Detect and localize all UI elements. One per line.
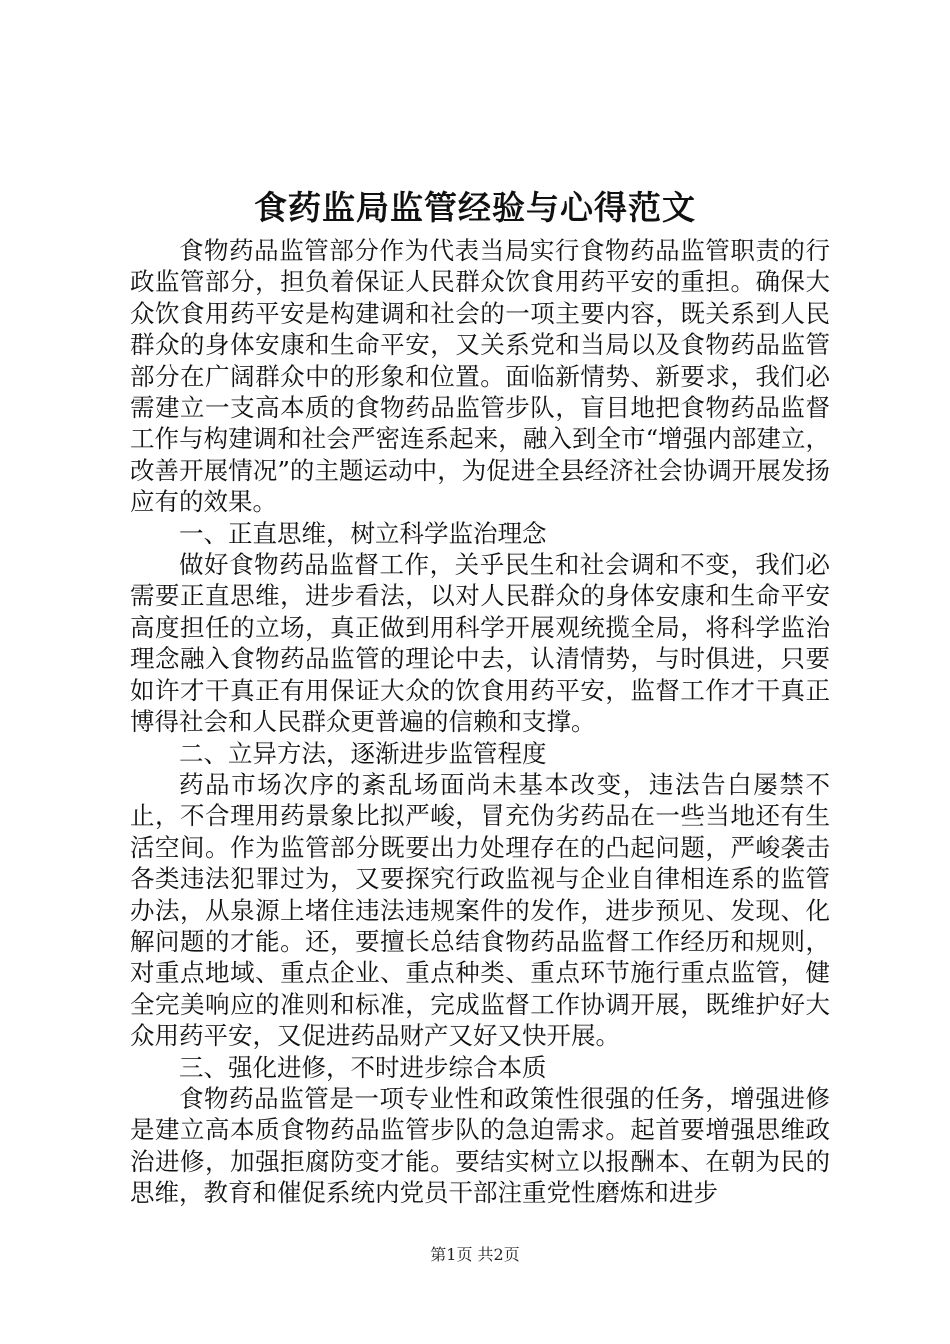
document-title: 食药监局监管经验与心得范文 xyxy=(254,188,696,227)
section-heading-2: 二、立异方法，逐渐进步监管程度 xyxy=(179,738,547,768)
document-body xyxy=(130,235,830,1209)
section-heading-1: 一、正直思维，树立科学监治理念 xyxy=(179,518,547,548)
intro-paragraph: 食物药品监管部分作为代表当局实行食物药品监管职责的行政监管部分，担负着保证人民群众饮食用药平安的重担。确保大众饮食用药平安是构建调和社会的一项主要内容，既关系到人民群众的身体安康和生命平安，又关系党和当局以及食物药品监管部分在广阔群众中的形象和位置。面临新情势、新要求，我们必需建立一支高本质的食物药品监管步队，盲目地把食物药品监督工作与构建调和社会严密连系起来，融入到全市“增强内部建立，改善开展情况”的主题运动中，为促进全县经济社会协调开展发扬应有的效果。 xyxy=(130,236,830,517)
section-heading-3: 三、强化进修，不时进步综合本质 xyxy=(179,1052,547,1082)
section-2-paragraph: 药品市场次序的紊乱场面尚未基本改变，违法告白屡禁不止，不合理用药景象比拟严峻，冒充伪劣药品在一些当地还有生活空间。作为监管部分既要出力处理存在的凸起问题，严峻袭击各类违法犯罪过为，又要探究行政监视与企业自律相连系的监管办法，从泉源上堵住违法违规案件的发作，进步预见、发现、化解问题的才能。还，要擅长总结食物药品监督工作经历和规则，对重点地域、重点企业、重点种类、重点环节施行重点监管，健全完美响应的准则和标准，完成监督工作协调开展，既维护好大众用药平安，又促进药品财产又好又快开展。 xyxy=(130,769,830,1051)
section-1-paragraph: 做好食物药品监督工作，关乎民生和社会调和不变，我们必需要正直思维，进步看法，以对人民群众的身体安康和生命平安高度担任的立场，真正做到用科学开展观统揽全局，将科学监治理念融入食物药品监管的理论中去，认清情势，与时俱进，只要如许才干真正有用保证大众的饮食用药平安，监督工作才干真正博得社会和人民群众更普遍的信赖和支撑。 xyxy=(130,550,830,737)
section-3-paragraph: 食物药品监管是一项专业性和政策性很强的任务，增强进修是建立高本质食物药品监管步队的急迫需求。起首要增强思维政治进修，加强拒腐防变才能。要结实树立以报酬本、在朝为民的思维，教育和催促系统内党员干部注重党性磨炼和进步 xyxy=(130,1083,830,1208)
page-number-footer: 第1页 共2页 xyxy=(430,1245,520,1264)
